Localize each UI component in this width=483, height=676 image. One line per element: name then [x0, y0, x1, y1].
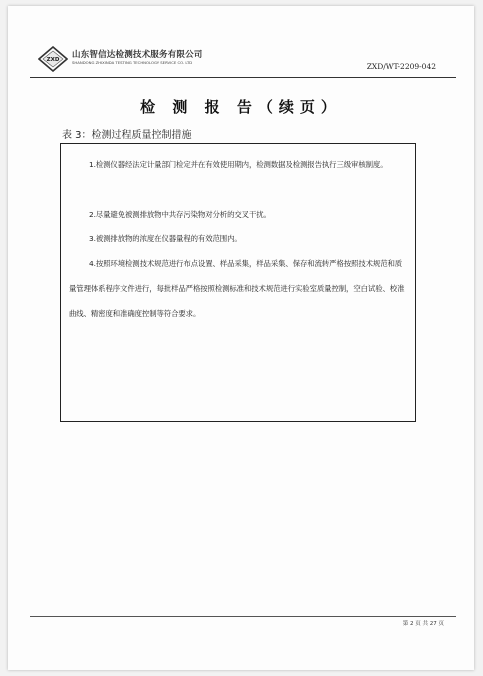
measure-item: 2.尽量避免被测排放物中共存污染物对分析的交叉干扰。 [89, 210, 271, 219]
company-name-en: SHANDONG ZHIXINDA TESTING TECHNOLOGY SERVICE CO. LTD [72, 60, 193, 65]
company-logo-icon [38, 46, 68, 72]
header-divider [30, 77, 456, 78]
report-page [8, 6, 474, 670]
measure-item: 3.被测排放物的浓度在仪器量程的有效范围内。 [89, 234, 242, 243]
measure-item: 1.检测仪器经法定计量部门检定并在有效使用期内，检测数据及检测报告执行三级审核制度。 [89, 160, 388, 169]
logo-text: ZXD [46, 57, 60, 64]
measure-item: 4.按照环境检测技术规范进行布点设置、样品采集，样品采集、保存和流转严格按照技术规范和质量管理体系程序文件进行，每批样品严格按照检测标准和技术规范进行实验室质量控制，空白试验、校准曲线、精密度和准确度控制等符合要求。 [69, 259, 405, 318]
footer-divider [30, 616, 456, 617]
page-number: 第 2 页 共 27 页 [402, 621, 444, 627]
company-name-cn: 山东智信达检测技术服务有限公司 [72, 50, 203, 60]
report-header [38, 44, 448, 84]
quality-control-measures-box [60, 143, 416, 422]
page-title: 检 测 报 告（续页） [140, 98, 342, 116]
table-caption: 表 3：检测过程质量控制措施 [62, 130, 192, 141]
document-code: ZXD/WT-2209-042 [366, 62, 436, 71]
